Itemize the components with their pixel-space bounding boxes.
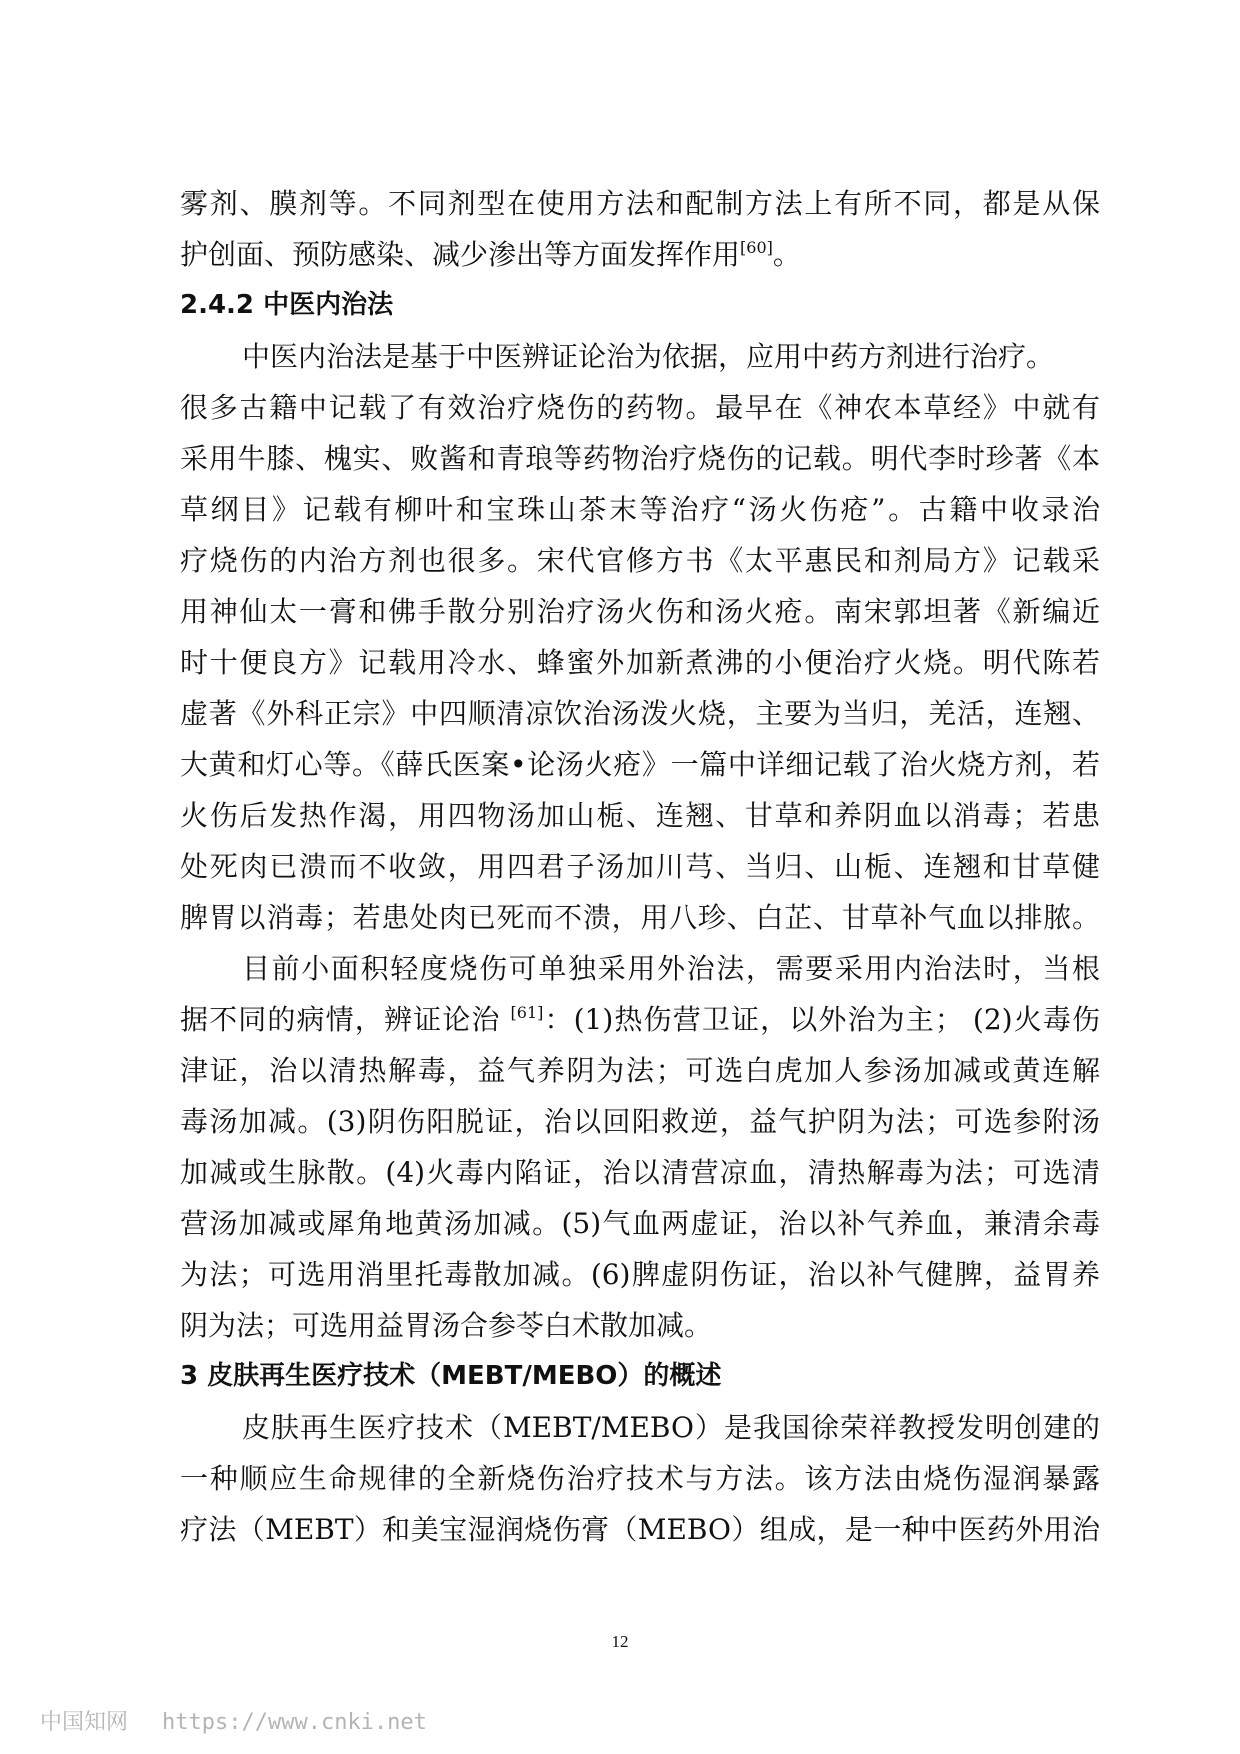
line-text: 中医内治法是基于中医辨证论治为依据，应用中药方剂进行治疗。: [242, 340, 1055, 373]
line-text: 疗法（MEBT）和美宝湿润烧伤膏（MEBO）组成，是一种中医药外用治: [180, 1513, 1100, 1546]
line-text-continued: 。: [772, 238, 801, 271]
line-text: 据不同的病情，辨证论治: [180, 1003, 511, 1036]
section-heading: [180, 1351, 1100, 1402]
body-line: [180, 841, 1100, 892]
line-text: 护创面、预防感染、减少渗出等方面发挥作用: [180, 238, 741, 271]
body-line: [180, 994, 1100, 1045]
body-line: [180, 688, 1100, 739]
line-text: 一种顺应生命规律的全新烧伤治疗技术与方法。该方法由烧伤湿润暴露: [180, 1462, 1100, 1495]
line-text: 为法；可选用消里托毒散加减。(6)脾虚阴伤证，治以补气健脾，益胃养: [180, 1258, 1100, 1291]
body-line: [180, 1147, 1100, 1198]
body-line: [180, 790, 1100, 841]
line-text: 营汤加减或犀角地黄汤加减。(5)气血两虚证，治以补气养血，兼清余毒: [180, 1207, 1100, 1240]
line-text: 虚著《外科正宗》中四顺清凉饮治汤泼火烧，主要为当归，羌活，连翘、: [180, 697, 1100, 730]
line-text: 草纲目》记载有柳叶和宝珠山茶末等治疗“汤火伤疮”。古籍中收录治: [180, 493, 1100, 526]
body-line: [180, 892, 1100, 943]
page-number: 12: [611, 1632, 629, 1651]
body-line: [180, 1198, 1100, 1249]
body-line: [180, 535, 1100, 586]
body-line: [180, 178, 1100, 229]
body-line: [180, 1045, 1100, 1096]
body-line: [180, 586, 1100, 637]
line-text: 很多古籍中记载了有效治疗烧伤的药物。最早在《神农本草经》中就有: [180, 391, 1100, 424]
line-text: 采用牛膝、槐实、败酱和青琅等药物治疗烧伤的记载。明代李时珍著《本: [180, 442, 1100, 475]
citation-reference: [61]: [510, 1003, 544, 1022]
line-text: 毒汤加减。(3)阴伤阳脱证，治以回阳救逆，益气护阴为法；可选参附汤: [180, 1105, 1100, 1138]
cnki-watermark: [40, 1705, 427, 1736]
document-body: [180, 178, 1100, 1555]
body-line: [180, 433, 1100, 484]
body-line: [180, 229, 1100, 280]
line-text: 津证，治以清热解毒，益气养阴为法；可选白虎加人参汤加减或黄连解: [180, 1054, 1100, 1087]
body-line: [180, 1249, 1100, 1300]
body-line: [180, 739, 1100, 790]
line-text: 脾胃以消毒；若患处肉已死而不溃，用八珍、白芷、甘草补气血以排脓。: [180, 901, 1100, 934]
watermark-brand: 中国知网: [40, 1710, 129, 1735]
section-heading: [180, 280, 1100, 331]
line-text: 目前小面积轻度烧伤可单独采用外治法，需要采用内治法时，当根: [242, 952, 1100, 985]
line-text: 雾剂、膜剂等。不同剂型在使用方法和配制方法上有所不同，都是从保: [180, 187, 1100, 220]
line-text: 处死肉已溃而不收敛，用四君子汤加川芎、当归、山栀、连翘和甘草健: [180, 850, 1100, 883]
body-line: [180, 382, 1100, 433]
body-line: [180, 1504, 1100, 1555]
line-text: 火伤后发热作渴，用四物汤加山栀、连翘、甘草和养阴血以消毒；若患: [180, 799, 1100, 832]
line-text: 疗烧伤的内治方剂也很多。宋代官修方书《太平惠民和剂局方》记载采: [180, 544, 1100, 577]
watermark-url: https://www.cnki.net: [162, 1710, 427, 1735]
line-text-continued: ：(1)热伤营卫证，以外治为主； (2)火毒伤: [543, 1003, 1100, 1036]
body-line: [180, 943, 1100, 994]
body-line: [180, 331, 1100, 382]
body-line: [180, 1402, 1100, 1453]
body-line: [180, 484, 1100, 535]
line-text: 大黄和灯心等。《薛氏医案•论汤火疮》一篇中详细记载了治火烧方剂，若: [180, 748, 1100, 781]
line-text: 皮肤再生医疗技术（MEBT/MEBO）是我国徐荣祥教授发明创建的: [242, 1411, 1100, 1444]
line-text: 3 皮肤再生医疗技术（MEBT/MEBO）的概述: [180, 1361, 722, 1391]
line-text: 2.4.2 中医内治法: [180, 290, 394, 320]
body-line: [180, 1453, 1100, 1504]
body-line: [180, 637, 1100, 688]
body-line: [180, 1300, 1100, 1351]
body-line: [180, 1096, 1100, 1147]
line-text: 加减或生脉散。(4)火毒内陷证，治以清营凉血，清热解毒为法；可选清: [180, 1156, 1100, 1189]
line-text: 阴为法；可选用益胃汤合参苓白术散加减。: [180, 1309, 713, 1342]
citation-reference: [60]: [740, 238, 773, 257]
line-text: 用神仙太一膏和佛手散分别治疗汤火伤和汤火疮。南宋郭坦著《新编近: [180, 595, 1100, 628]
line-text: 时十便良方》记载用冷水、蜂蜜外加新煮沸的小便治疗火烧。明代陈若: [180, 646, 1100, 679]
